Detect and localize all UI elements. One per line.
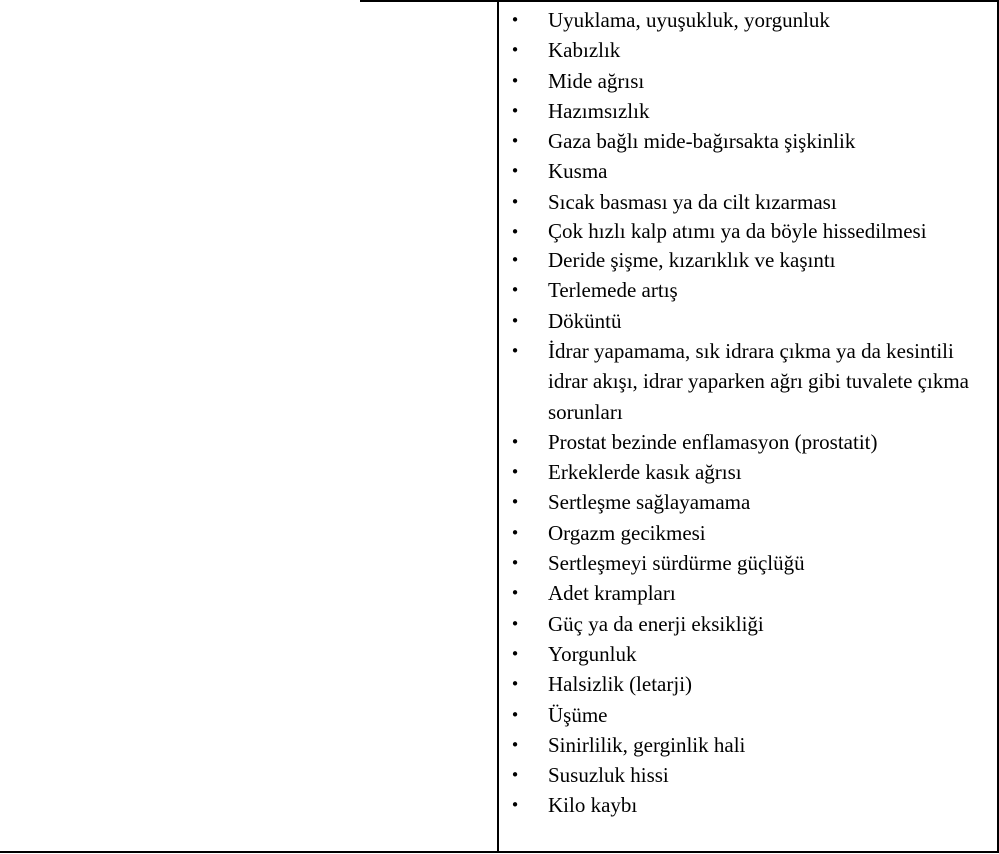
side-effect-text: Erkeklerde kasık ağrısı — [548, 460, 742, 485]
list-item — [499, 275, 997, 305]
list-item — [499, 217, 997, 245]
list-item — [499, 306, 997, 336]
side-effect-text: Çok hızlı kalp atımı ya da böyle hissedilmesi — [548, 219, 927, 244]
list-item — [499, 96, 997, 126]
side-effect-text: Terlemede artış — [548, 278, 678, 303]
side-effect-text: Yorgunluk — [548, 641, 637, 666]
side-effect-text: Sertleşme sağlayamama — [548, 490, 751, 515]
bullet-icon: • — [510, 735, 520, 754]
list-item — [499, 126, 997, 156]
side-effect-text: İdrar yapamama, sık idrara çıkma ya da kesintili idrar akışı, idrar yaparken ağrı gibi tuvalete çıkma sorunları — [548, 338, 969, 424]
bullet-icon: • — [510, 705, 520, 724]
bullet-icon: • — [510, 463, 520, 482]
side-effects-list — [499, 5, 997, 821]
table-bottom-border — [0, 851, 999, 853]
bullet-icon: • — [510, 311, 520, 330]
list-item — [499, 35, 997, 65]
list-item — [499, 700, 997, 730]
list-item — [499, 639, 997, 669]
bullet-icon: • — [510, 223, 520, 242]
side-effect-text: Güç ya da enerji eksikliği — [548, 611, 764, 636]
side-effect-text: Kusma — [548, 159, 608, 184]
side-effect-text: Susuzluk hissi — [548, 763, 669, 788]
bullet-icon: • — [510, 554, 520, 573]
bullet-icon: • — [510, 493, 520, 512]
side-effect-text: Orgazm gecikmesi — [548, 520, 706, 545]
bullet-icon: • — [510, 132, 520, 151]
table-left-cell — [0, 2, 497, 851]
bullet-icon: • — [510, 341, 520, 360]
list-item — [499, 518, 997, 548]
list-item — [499, 245, 997, 275]
side-effect-text: Sıcak basması ya da cilt kızarması — [548, 189, 837, 214]
bullet-icon: • — [510, 614, 520, 633]
table-right-cell — [499, 2, 997, 851]
side-effect-text: Uyuklama, uyuşukluk, yorgunluk — [548, 8, 830, 32]
list-item — [499, 669, 997, 699]
side-effect-text: Gaza bağlı mide-bağırsakta şişkinlik — [548, 129, 856, 154]
side-effect-text: Mide ağrısı — [548, 68, 645, 93]
list-item — [499, 336, 997, 427]
side-effect-text: Sinirlilik, gerginlik hali — [548, 732, 746, 757]
list-item — [499, 187, 997, 217]
side-effect-text: Deride şişme, kızarıklık ve kaşıntı — [548, 248, 836, 273]
bullet-icon: • — [510, 71, 520, 90]
list-item — [499, 156, 997, 186]
bullet-icon: • — [510, 675, 520, 694]
bullet-icon: • — [510, 796, 520, 815]
side-effect-text: Kilo kaybı — [548, 793, 638, 818]
list-item — [499, 427, 997, 457]
list-item — [499, 5, 997, 35]
bullet-icon: • — [510, 192, 520, 211]
list-item — [499, 760, 997, 790]
side-effect-text: Döküntü — [548, 308, 622, 333]
bullet-icon: • — [510, 251, 520, 270]
list-item — [499, 609, 997, 639]
side-effect-text: Prostat bezinde enflamasyon (prostatit) — [548, 429, 878, 454]
side-effect-text: Halsizlik (letarji) — [548, 672, 693, 697]
list-item — [499, 66, 997, 96]
list-item — [499, 457, 997, 487]
bullet-icon: • — [510, 432, 520, 451]
list-item — [499, 578, 997, 608]
side-effect-text: Sertleşmeyi sürdürme güçlüğü — [548, 551, 805, 576]
side-effect-text: Üşüme — [548, 702, 608, 727]
list-item — [499, 548, 997, 578]
bullet-icon: • — [510, 11, 520, 29]
list-item — [499, 730, 997, 760]
bullet-icon: • — [510, 162, 520, 181]
bullet-icon: • — [510, 766, 520, 785]
side-effect-text: Hazımsızlık — [548, 98, 650, 123]
bullet-icon: • — [510, 644, 520, 663]
bullet-icon: • — [510, 281, 520, 300]
bullet-icon: • — [510, 41, 520, 60]
bullet-icon: • — [510, 101, 520, 120]
list-item — [499, 487, 997, 517]
side-effect-text: Adet krampları — [548, 581, 676, 606]
bullet-icon: • — [510, 584, 520, 603]
list-item — [499, 790, 997, 820]
bullet-icon: • — [510, 523, 520, 542]
side-effect-text: Kabızlık — [548, 38, 621, 63]
